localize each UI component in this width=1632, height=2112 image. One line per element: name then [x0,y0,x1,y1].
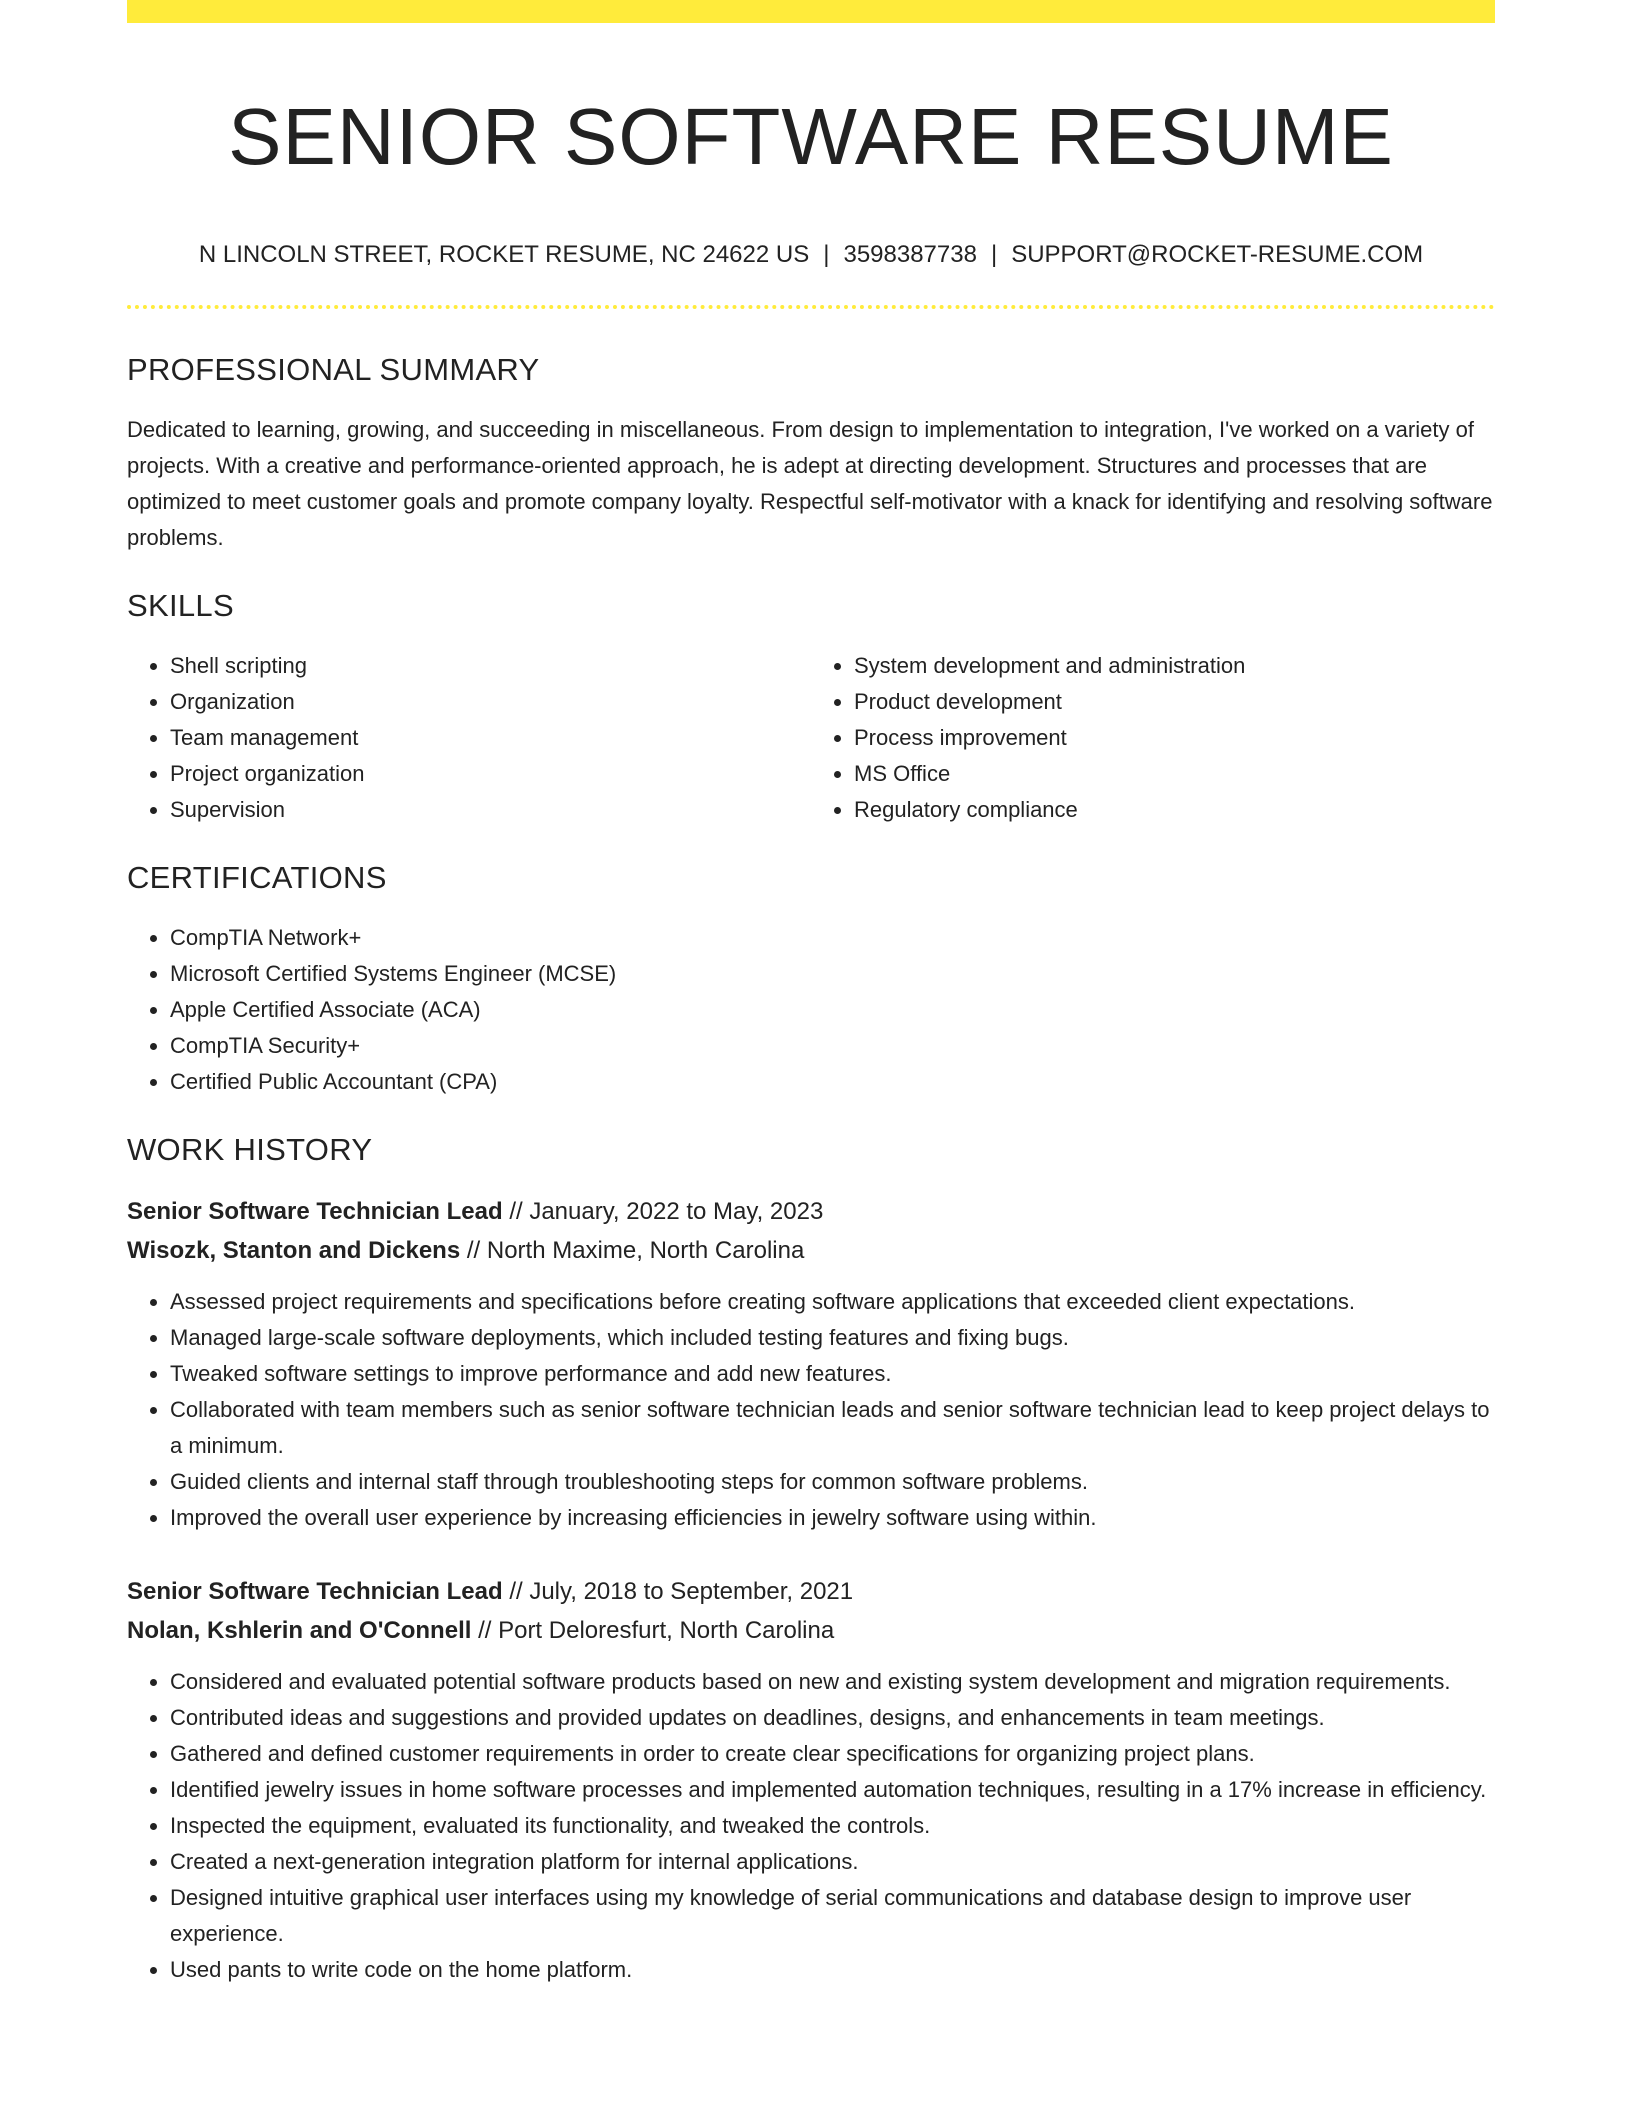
job-bullet: • Tweaked software settings to improve performance and add new features. [170,1356,1495,1392]
job-bullet: • Used pants to write code on the home platform. [170,1952,1495,1988]
job-bullet: • Managed large-scale software deployments, which included testing features and fixing bugs. [170,1320,1495,1356]
certifications-heading: CERTIFICATIONS [127,860,387,895]
job-company-line [127,1611,1495,1650]
skill-item: • MS Office [854,756,1495,792]
skills-left-list [127,648,811,828]
certification-item: • Microsoft Certified Systems Engineer (MCSE) [170,956,1495,992]
job-dates: // January, 2022 to May, 2023 [509,1198,824,1225]
skills-heading: SKILLS [127,588,234,623]
skill-item: • System development and administration [854,648,1495,684]
job-title-line [127,1192,1495,1231]
certifications-list [127,920,1495,1100]
address: N LINCOLN STREET, ROCKET RESUME, NC 24622 US [198,241,810,268]
email: SUPPORT@ROCKET-RESUME.COM [1011,241,1424,268]
job-location: // North Maxime, North Carolina [466,1237,805,1264]
work-history-heading: WORK HISTORY [127,1132,373,1167]
job-bullet: • Guided clients and internal staff through troubleshooting steps for common software problems. [170,1464,1495,1500]
job-title: Senior Software Technician Lead [127,1578,503,1605]
resume-title: SENIOR SOFTWARE RESUME [228,92,1394,181]
job-company: Nolan, Kshlerin and O'Connell [127,1617,472,1644]
skills-columns [127,648,1495,828]
phone: 3598387738 [843,241,977,268]
skill-item: • Product development [854,684,1495,720]
skill-item: • Project organization [170,756,811,792]
job-company-line [127,1231,1495,1270]
contact-separator: | [990,241,998,268]
summary-heading: PROFESSIONAL SUMMARY [127,352,540,387]
job-title-line [127,1572,1495,1611]
job-company: Wisozk, Stanton and Dickens [127,1237,461,1264]
certification-item: • Apple Certified Associate (ACA) [170,992,1495,1028]
job-bullet: • Contributed ideas and suggestions and provided updates on deadlines, designs, and enhancements in team meetings. [170,1700,1495,1736]
job-bullet: • Collaborated with team members such as senior software technician leads and senior software technician lead to keep project delays to a minimum. [170,1392,1495,1464]
skill-item: • Organization [170,684,811,720]
resume-page [127,0,1495,1988]
job-header [127,1572,1495,1650]
skill-item: • Regulatory compliance [854,792,1495,828]
skill-item: • Process improvement [854,720,1495,756]
skill-item: • Team management [170,720,811,756]
contact-separator: | [823,241,830,268]
job-bullet: • Designed intuitive graphical user interfaces using my knowledge of serial communications and database design to improve user experience. [170,1880,1495,1952]
job-header [127,1192,1495,1270]
job-bullet: • Inspected the equipment, evaluated its functionality, and tweaked the controls. [170,1808,1495,1844]
certification-item: • Certified Public Accountant (CPA) [170,1064,1495,1100]
job-title: Senior Software Technician Lead [127,1198,503,1225]
contact-line [127,239,1495,271]
job-bullet: • Assessed project requirements and specifications before creating software applications that exceeded client expectations. [170,1284,1495,1320]
job-entry [127,1192,1495,1536]
top-accent-bar [127,0,1495,23]
dotted-divider [127,305,1495,309]
job-bullet: • Improved the overall user experience by increasing efficiencies in jewelry software using within. [170,1500,1495,1536]
job-location: // Port Deloresfurt, North Carolina [478,1617,835,1644]
job-bullet: • Created a next-generation integration platform for internal applications. [170,1844,1495,1880]
skill-item: • Shell scripting [170,648,811,684]
job-bullets [127,1284,1495,1536]
job-bullet: • Gathered and defined customer requirements in order to create clear specifications for organizing project plans. [170,1736,1495,1772]
summary-text: Dedicated to learning, growing, and succeeding in miscellaneous. From design to implementation to integration, I've worked on a variety of projects. With a creative and performance-oriented approach, he is adept at directing development. Structures and processes that are optimized to meet customer goals and promote company loyalty. Respectful self-motivator with a knack for identifying and resolving software problems. [127,417,1493,550]
job-bullets [127,1664,1495,1988]
certification-item: • CompTIA Network+ [170,920,1495,956]
job-bullet: • Considered and evaluated potential software products based on new and existing system development and migration requirements. [170,1664,1495,1700]
certification-item: • CompTIA Security+ [170,1028,1495,1064]
skill-item: • Supervision [170,792,811,828]
skills-right-list [811,648,1495,828]
job-entry [127,1572,1495,1988]
job-bullet: • Identified jewelry issues in home software processes and implemented automation techniques, resulting in a 17% increase in efficiency. [170,1772,1495,1808]
job-dates: // July, 2018 to September, 2021 [509,1578,854,1605]
